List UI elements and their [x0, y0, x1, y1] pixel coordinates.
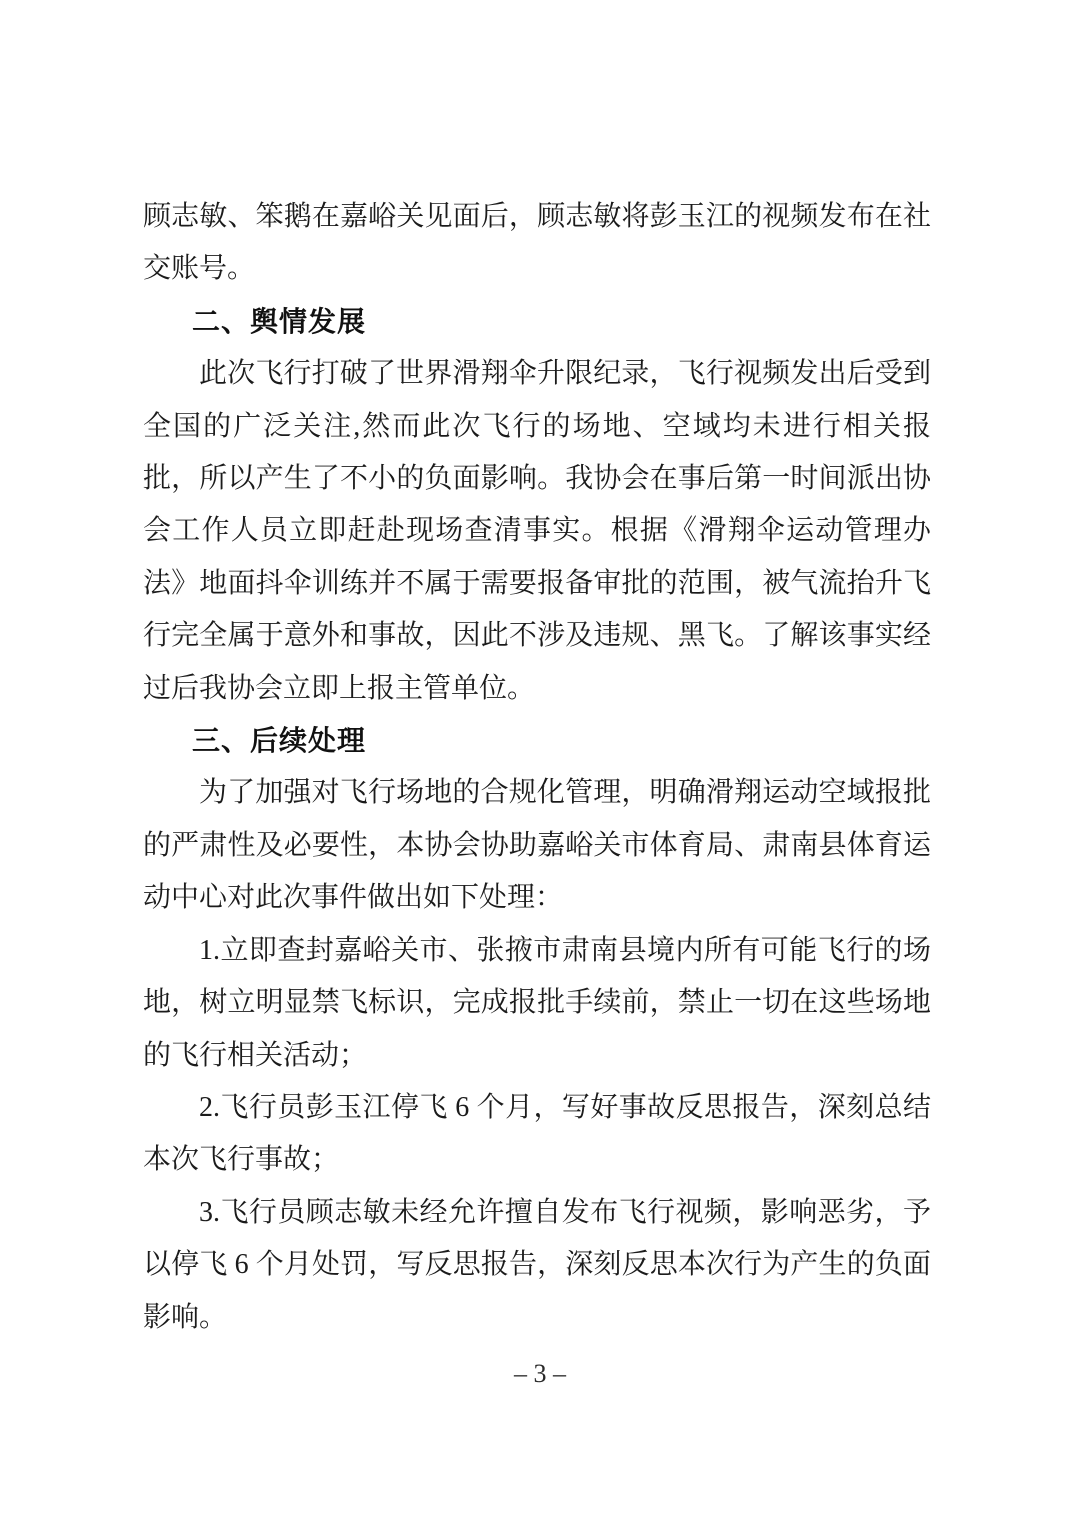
page-number: – 3 –: [514, 1359, 566, 1388]
document-body: [143, 191, 931, 1344]
paragraph-continuation: 顾志敏、笨鹅在嘉峪关见面后，顾志敏将彭玉江的视频发布在社交账号。: [143, 201, 931, 285]
list-item-2: 2.飞行员彭玉江停飞 6 个月，写好事故反思报告，深刻总结本次飞行事故；: [143, 1091, 931, 1176]
list-item-3: 3.飞行员顾志敏未经允许擅自发布飞行视频，影响恶劣，予以停飞 6 个月处罚，写反思报告，深刻反思本次行为产生的负面影响。: [143, 1196, 931, 1333]
paragraph-follow-up-intro: 为了加强对飞行场地的合规化管理，明确滑翔运动空域报批的严肃性及必要性，本协会协助嘉峪关市体育局、肃南县体育运动中心对此次事件做出如下处理：: [143, 777, 931, 914]
list-item-1: 1.立即查封嘉峪关市、张掖市肃南县境内所有可能飞行的场地，树立明显禁飞标识，完成报批手续前，禁止一切在这些场地的飞行相关活动；: [143, 934, 931, 1071]
paragraph-public-opinion: 此次飞行打破了世界滑翔伞升限纪录，飞行视频发出后受到全国的广泛关注,然而此次飞行的场地、空域均未进行相关报批，所以产生了不小的负面影响。我协会在事后第一时间派出协会工作人员立即赶赴现场查清事实。根据《滑翔伞运动管理办法》地面抖伞训练并不属于需要报备审批的范围，被气流抬升飞行完全属于意外和事故，因此不涉及违规、黑飞。了解该事实经过后我协会立即上报主管单位。: [143, 358, 931, 704]
section-heading-follow-up: 三、后续处理: [192, 725, 367, 757]
section-heading-public-opinion: 二、舆情发展: [192, 305, 367, 337]
